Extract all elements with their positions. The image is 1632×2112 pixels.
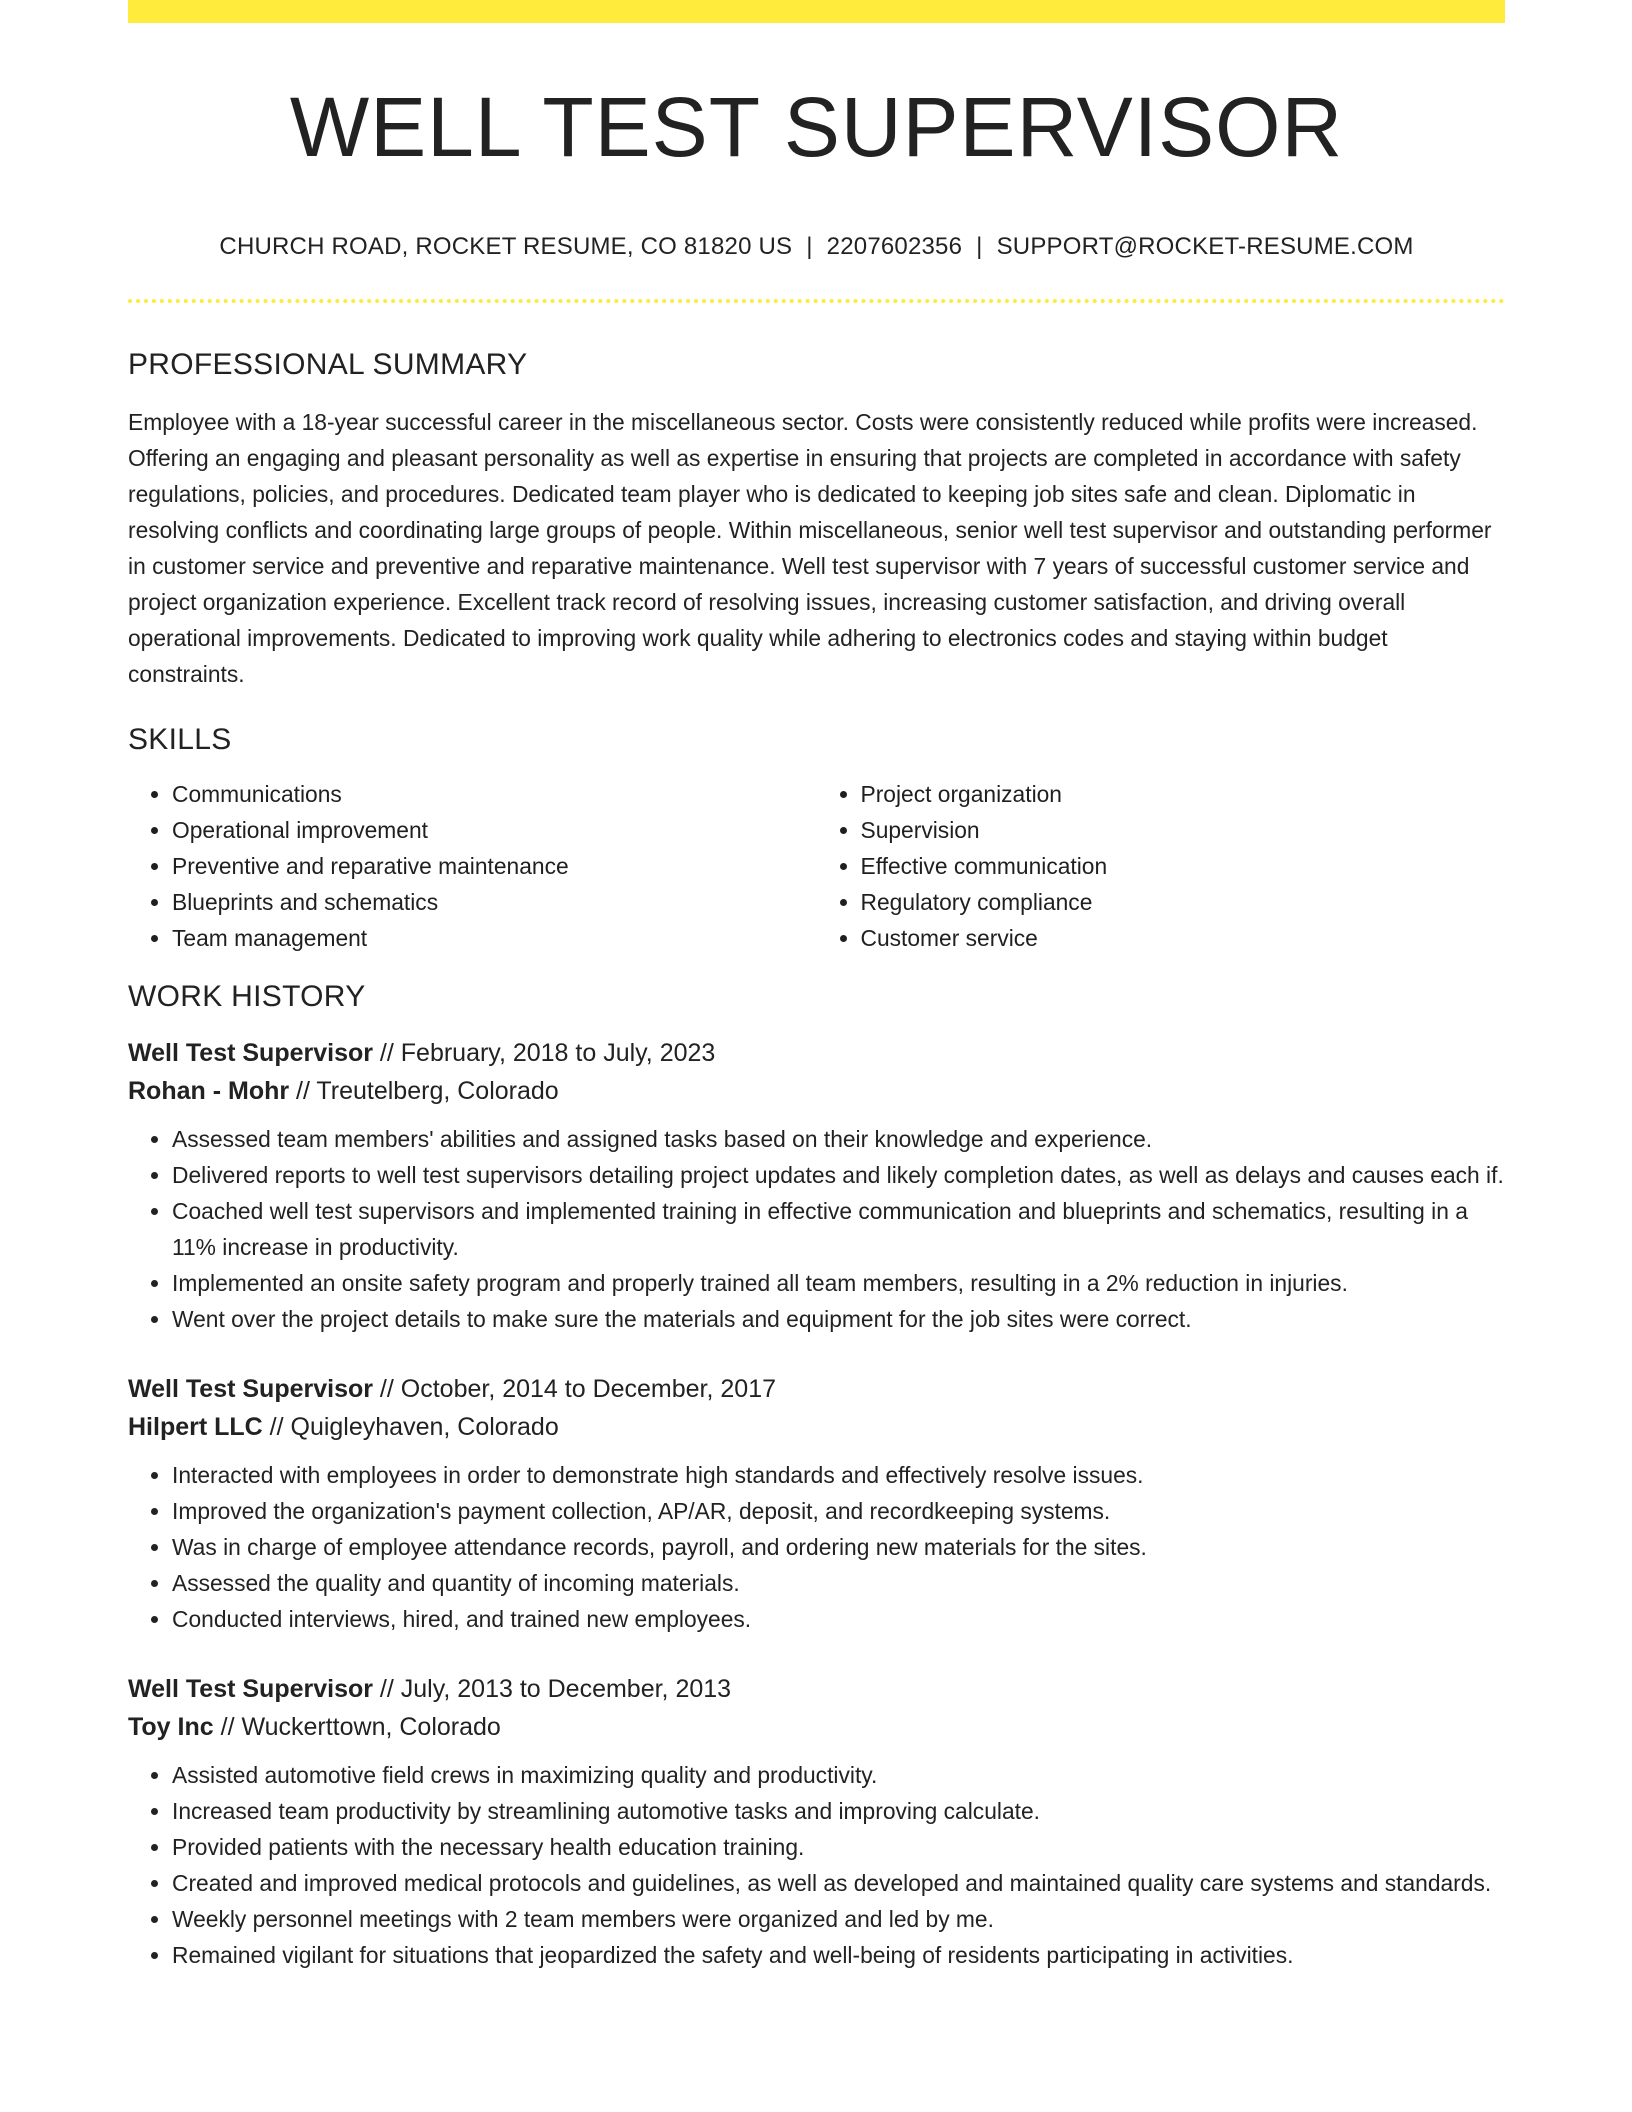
job-role-line: [128, 1670, 1505, 1708]
job-company-line: [128, 1708, 1505, 1746]
skill-item: • Effective communication: [861, 848, 1506, 884]
job-bullet: • Went over the project details to make sure the materials and equipment for the job sites were correct.: [172, 1301, 1505, 1337]
job-company-line: [128, 1072, 1505, 1110]
job-bullet: • Increased team productivity by streamlining automotive tasks and improving calculate.: [172, 1793, 1505, 1829]
job-bullet: • Provided patients with the necessary health education training.: [172, 1829, 1505, 1865]
candidate-title: WELL TEST SUPERVISOR: [289, 80, 1344, 174]
resume-page: [128, 0, 1505, 1973]
skill-item: • Supervision: [861, 812, 1506, 848]
summary-text: Employee with a 18-year successful career in the miscellaneous sector. Costs were consistently reduced while profits were increased. Offering an engaging and pleasant personality as well as expertise in ensuring that projects are completed in accordance with safety regulations, policies, and procedures. Dedicated team player who is dedicated to keeping job sites safe and clean. Diplomatic in resolving conflicts and coordinating large groups of people. Within miscellaneous, senior well test supervisor and outstanding performer in customer service and preventive and reparative maintenance. Well test supervisor with 7 years of successful customer service and project organization experience. Excellent track record of resolving issues, increasing customer satisfaction, and driving overall operational improvements. Dedicated to improving work quality while adhering to electronics codes and staying within budget constraints.: [128, 409, 1492, 687]
skill-item: • Regulatory compliance: [861, 884, 1506, 920]
skill-item: • Preventive and reparative maintenance: [172, 848, 817, 884]
job-entry: [128, 1370, 1505, 1637]
job-company-line: [128, 1408, 1505, 1446]
job-bullet: • Assisted automotive field crews in maximizing quality and productivity.: [172, 1757, 1505, 1793]
job-role-line: [128, 1370, 1505, 1408]
job-role: Well Test Supervisor: [128, 1039, 373, 1067]
contact-separator: |: [976, 233, 983, 260]
job-entry: [128, 1670, 1505, 1973]
job-bullet: • Was in charge of employee attendance records, payroll, and ordering new materials for the sites.: [172, 1529, 1505, 1565]
job-bullets: [128, 1757, 1505, 1973]
job-role: Well Test Supervisor: [128, 1675, 373, 1703]
job-bullet: • Implemented an onsite safety program and properly trained all team members, resulting in a 2% reduction in injuries.: [172, 1265, 1505, 1301]
skill-item: • Blueprints and schematics: [172, 884, 817, 920]
job-bullet: • Created and improved medical protocols and guidelines, as well as developed and maintained quality care systems and standards.: [172, 1865, 1505, 1901]
skills-column-left: [128, 776, 817, 956]
job-dates: // February, 2018 to July, 2023: [372, 1039, 716, 1067]
summary-heading: PROFESSIONAL SUMMARY: [128, 348, 528, 381]
skill-item: • Operational improvement: [172, 812, 817, 848]
contact-line: [128, 233, 1505, 261]
job-entry: [128, 1034, 1505, 1337]
contact-address: CHURCH ROAD, ROCKET RESUME, CO 81820 US: [219, 233, 793, 260]
job-location: // Wuckerttown, Colorado: [213, 1713, 501, 1741]
job-role-line: [128, 1034, 1505, 1072]
job-company: Rohan - Mohr: [128, 1077, 290, 1105]
work-history-heading: WORK HISTORY: [128, 980, 366, 1013]
job-bullet: • Coached well test supervisors and implemented training in effective communication and blueprints and schematics, resulting in a 11% increase in productivity.: [172, 1193, 1505, 1265]
job-bullet: • Weekly personnel meetings with 2 team members were organized and led by me.: [172, 1901, 1505, 1937]
contact-separator: |: [806, 233, 813, 260]
contact-phone: 2207602356: [826, 233, 963, 260]
job-bullet: • Assessed team members' abilities and assigned tasks based on their knowledge and experience.: [172, 1121, 1505, 1157]
job-company: Hilpert LLC: [128, 1413, 263, 1441]
job-location: // Quigleyhaven, Colorado: [262, 1413, 559, 1441]
job-bullet: • Assessed the quality and quantity of incoming materials.: [172, 1565, 1505, 1601]
job-bullet: • Improved the organization's payment collection, AP/AR, deposit, and recordkeeping systems.: [172, 1493, 1505, 1529]
job-bullet: • Interacted with employees in order to demonstrate high standards and effectively resolve issues.: [172, 1457, 1505, 1493]
job-bullet: • Delivered reports to well test supervisors detailing project updates and likely completion dates, as well as delays and causes each if.: [172, 1157, 1505, 1193]
job-bullets: [128, 1457, 1505, 1637]
skills-grid: [128, 776, 1505, 956]
skill-item: • Customer service: [861, 920, 1506, 956]
job-dates: // October, 2014 to December, 2017: [372, 1375, 777, 1403]
job-company: Toy Inc: [128, 1713, 214, 1741]
skills-heading: SKILLS: [128, 723, 232, 756]
skills-column-right: [817, 776, 1506, 956]
job-dates: // July, 2013 to December, 2013: [372, 1675, 732, 1703]
skill-item: • Project organization: [861, 776, 1506, 812]
job-bullets: [128, 1121, 1505, 1337]
dotted-divider: [128, 299, 1505, 303]
job-role: Well Test Supervisor: [128, 1375, 373, 1403]
job-bullet: • Remained vigilant for situations that jeopardized the safety and well-being of residents participating in activities.: [172, 1937, 1505, 1973]
skill-item: • Team management: [172, 920, 817, 956]
skill-item: • Communications: [172, 776, 817, 812]
accent-top-bar: [128, 0, 1505, 23]
job-bullet: • Conducted interviews, hired, and trained new employees.: [172, 1601, 1505, 1637]
job-location: // Treutelberg, Colorado: [289, 1077, 559, 1105]
contact-email: SUPPORT@ROCKET-RESUME.COM: [996, 233, 1414, 260]
